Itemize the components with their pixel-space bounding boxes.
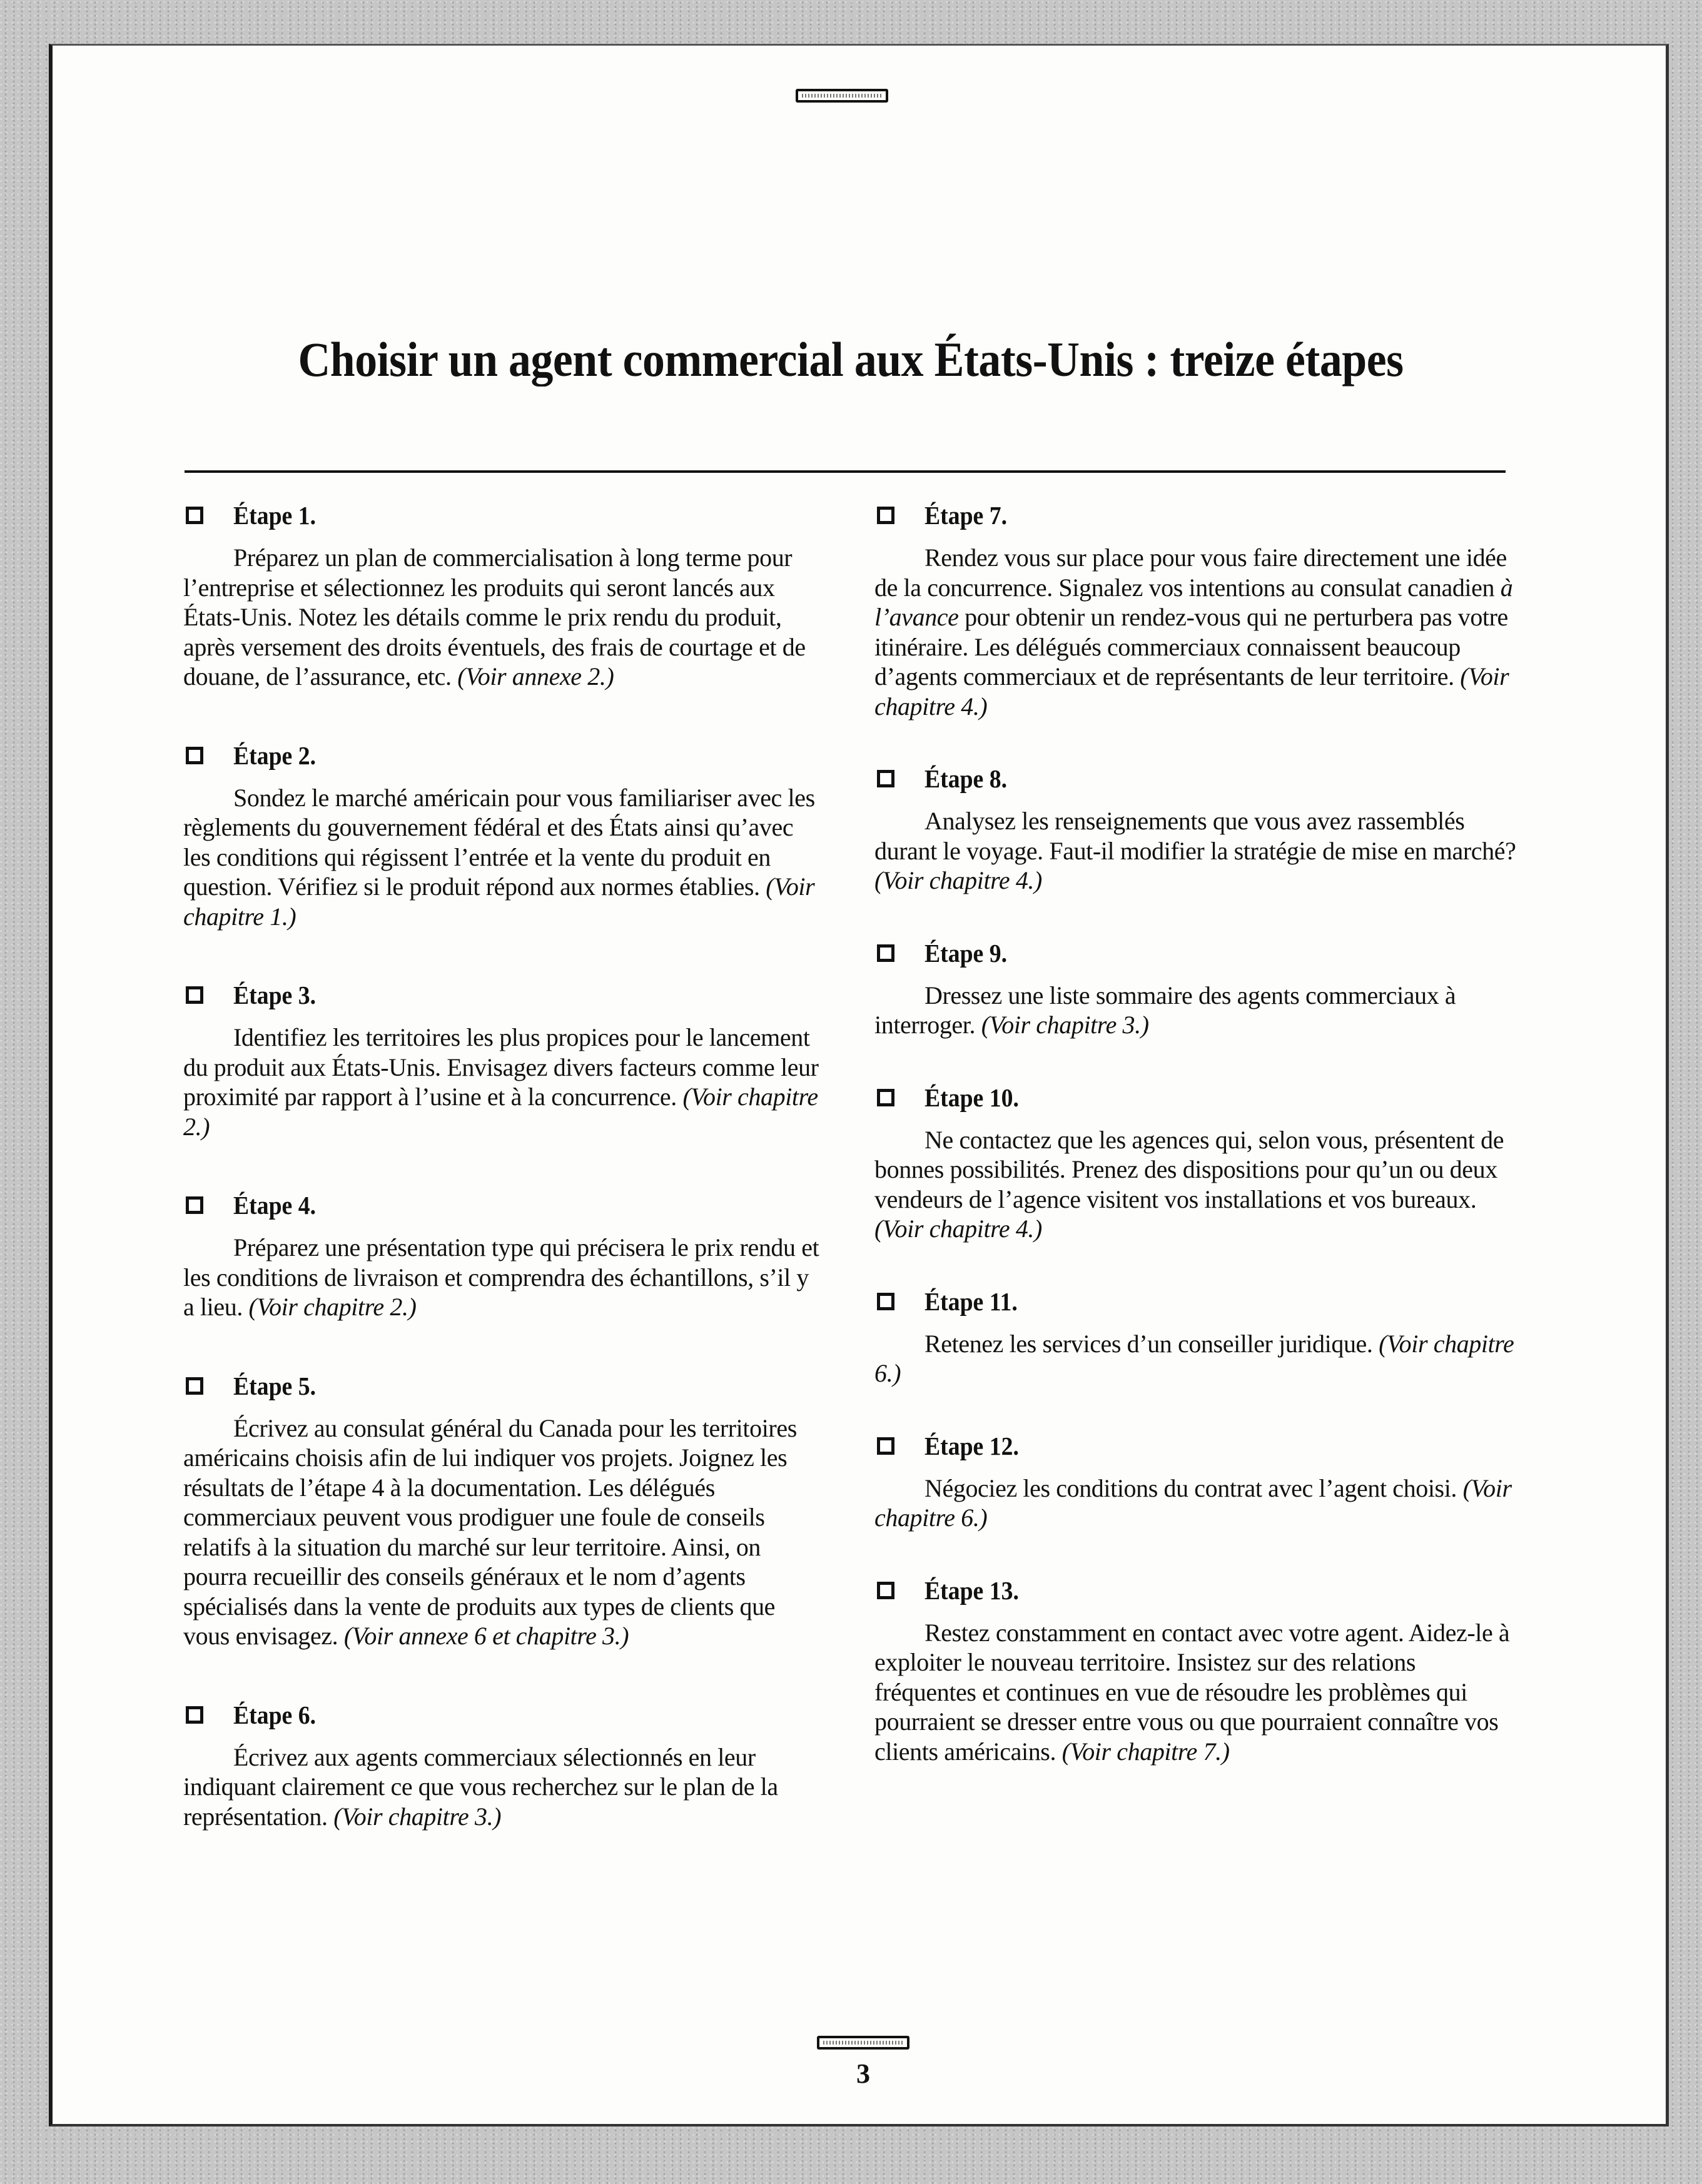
step-text <box>183 543 821 692</box>
step-13 <box>874 1563 1519 1767</box>
step-heading <box>183 968 821 1023</box>
step-text <box>874 1329 1519 1388</box>
step-10 <box>874 1070 1519 1244</box>
step-text <box>183 783 821 932</box>
step-label: Étape 8. <box>924 764 1008 793</box>
step-heading <box>183 1687 821 1742</box>
checkbox-icon[interactable] <box>186 747 203 764</box>
right-column <box>874 488 1519 1766</box>
step-heading <box>874 1070 1519 1125</box>
step-text <box>183 1023 821 1141</box>
step-heading <box>183 1358 821 1413</box>
step-body: Retenez les services d’un conseiller juridique. <box>924 1329 1373 1358</box>
checkbox-icon[interactable] <box>186 1377 203 1395</box>
step-7 <box>874 488 1519 721</box>
step-body: Écrivez au consulat général du Canada pour les territoires américains choisis afin de lui indiquer vos projets. Joignez les résultats de l’étape 4 à la documentation. Les délégués commerciaux peuvent vous prodiguer une foule de conseils relatifs à la situation du marché sur leur territoire. Ainsi, on pourra recueillir des conseils généraux et le nom d’agents spécialisés dans la vente de produits aux types de clients que vous envisagez. <box>183 1413 797 1650</box>
checkbox-icon[interactable] <box>877 1293 894 1310</box>
checkbox-icon[interactable] <box>186 1196 203 1214</box>
step-text <box>874 1474 1519 1533</box>
step-body-continued: pour obtenir un rendez-vous qui ne perturbera pas votre itinéraire. Les délégués commerciaux connaissent beaucoup d’agents commerciaux et de représentants de leur territoire. <box>874 603 1508 690</box>
header-ornament <box>796 89 888 103</box>
step-text <box>874 981 1519 1040</box>
step-reference: (Voir chapitre 7.) <box>1061 1737 1230 1766</box>
step-6 <box>183 1687 821 1832</box>
step-emphasis: à l’avance <box>874 573 1513 631</box>
step-reference: (Voir chapitre 4.) <box>874 662 1509 720</box>
step-text <box>874 1125 1519 1244</box>
step-label: Étape 1. <box>233 501 317 530</box>
checkbox-icon[interactable] <box>877 770 894 787</box>
page-title: Choisir un agent commercial aux États-Unis : treize étapes <box>298 332 1404 387</box>
step-heading <box>874 926 1519 981</box>
checkbox-icon[interactable] <box>186 1706 203 1724</box>
step-reference: (Voir chapitre 2.) <box>183 1083 818 1141</box>
step-reference: (Voir chapitre 4.) <box>874 1215 1042 1243</box>
step-reference: (Voir chapitre 1.) <box>183 872 815 931</box>
checkbox-icon[interactable] <box>186 507 203 524</box>
step-reference: (Voir chapitre 2.) <box>248 1293 417 1321</box>
left-column <box>183 488 821 1831</box>
step-4 <box>183 1178 821 1322</box>
step-body: Préparez un plan de commercialisation à long terme pour l’entreprise et sélectionnez les produits qui seront lancés aux États-Unis. Notez les détails comme le prix rendu du produit, après versement des droits éventuels, des frais de courtage et de douane, de l’assurance, etc. <box>183 543 806 690</box>
page-number: 3 <box>856 2058 870 2089</box>
step-label: Étape 9. <box>924 938 1008 968</box>
step-label: Étape 12. <box>924 1431 1019 1460</box>
step-reference: (Voir chapitre 3.) <box>981 1011 1149 1039</box>
footer-ornament <box>817 2036 909 2050</box>
step-heading <box>874 1274 1519 1329</box>
step-label: Étape 10. <box>924 1083 1019 1112</box>
step-reference: (Voir chapitre 6.) <box>874 1474 1512 1532</box>
step-body: Sondez le marché américain pour vous familiariser avec les règlements du gouvernement fédéral et des États ainsi qu’avec les conditions qui régissent l’entrée et la vente du produit en question. Vérifiez si le produit répond aux normes établies. <box>183 783 815 901</box>
step-text <box>874 806 1519 896</box>
step-heading <box>874 1418 1519 1474</box>
step-heading <box>874 751 1519 806</box>
step-reference: (Voir chapitre 3.) <box>333 1802 502 1831</box>
step-heading <box>874 1563 1519 1618</box>
checkbox-icon[interactable] <box>877 1582 894 1599</box>
title-rule <box>185 470 1506 473</box>
checkbox-icon[interactable] <box>877 944 894 962</box>
step-body: Dressez une liste sommaire des agents commerciaux à interroger. <box>874 981 1456 1039</box>
step-body: Préparez une présentation type qui précisera le prix rendu et les conditions de livraison et comprendra des échantillons, s’il y a lieu. <box>183 1233 819 1321</box>
step-label: Étape 5. <box>233 1371 317 1400</box>
step-text <box>183 1233 821 1322</box>
step-reference: (Voir annexe 2.) <box>457 662 614 690</box>
step-text <box>183 1742 821 1832</box>
step-label: Étape 3. <box>233 981 317 1009</box>
step-11 <box>874 1274 1519 1388</box>
checkbox-icon[interactable] <box>877 1089 894 1106</box>
step-5 <box>183 1358 821 1651</box>
step-heading <box>183 488 821 543</box>
step-body: Restez constamment en contact avec votre agent. Aidez-le à exploiter le nouveau territoire. Insistez sur des relations fréquentes et continues en vue de résoudre les problèmes qui pourraient se dresser entre vous ou que pourraient connaître vos clients américains. <box>874 1618 1510 1766</box>
step-text <box>874 543 1519 721</box>
step-label: Étape 11. <box>924 1287 1018 1316</box>
step-reference: (Voir chapitre 6.) <box>874 1329 1514 1387</box>
step-heading <box>874 488 1519 543</box>
step-body: Identifiez les territoires les plus propices pour le lancement du produit aux États-Unis. Envisagez divers facteurs comme leur proximité par rapport à l’usine et à la concurrence. <box>183 1023 819 1111</box>
step-reference: (Voir annexe 6 et chapitre 3.) <box>343 1622 629 1650</box>
step-9 <box>874 926 1519 1040</box>
step-body: Écrivez aux agents commerciaux sélectionnés en leur indiquant clairement ce que vous recherchez sur le plan de la représentation. <box>183 1742 778 1831</box>
checkbox-icon[interactable] <box>186 986 203 1004</box>
checkbox-icon[interactable] <box>877 507 894 524</box>
step-body: Analysez les renseignements que vous avez rassemblés durant le voyage. Faut-il modifier la stratégie de mise en marché? <box>874 807 1516 865</box>
step-label: Étape 4. <box>233 1191 317 1220</box>
step-1 <box>183 488 821 692</box>
step-body: Négociez les conditions du contrat avec l’agent choisi. <box>924 1474 1457 1502</box>
step-2 <box>183 728 821 932</box>
step-8 <box>874 751 1519 896</box>
step-heading <box>183 1178 821 1233</box>
step-heading <box>183 728 821 783</box>
step-label: Étape 6. <box>233 1700 317 1729</box>
step-text <box>183 1413 821 1651</box>
step-label: Étape 13. <box>924 1575 1019 1605</box>
checkbox-icon[interactable] <box>877 1437 894 1455</box>
step-body: Ne contactez que les agences qui, selon vous, présentent de bonnes possibilités. Prenez des dispositions pour qu’un ou deux vendeurs de l’agence visitent vos installations et vos bureaux. <box>874 1125 1504 1213</box>
step-label: Étape 7. <box>924 501 1008 530</box>
step-body: Rendez vous sur place pour vous faire directement une idée de la concurrence. Signalez vos intentions au consulat canadien <box>874 543 1507 602</box>
step-text <box>874 1618 1519 1767</box>
step-3 <box>183 968 821 1141</box>
step-label: Étape 2. <box>233 741 317 770</box>
step-reference: (Voir chapitre 4.) <box>874 866 1042 894</box>
step-12 <box>874 1418 1519 1533</box>
